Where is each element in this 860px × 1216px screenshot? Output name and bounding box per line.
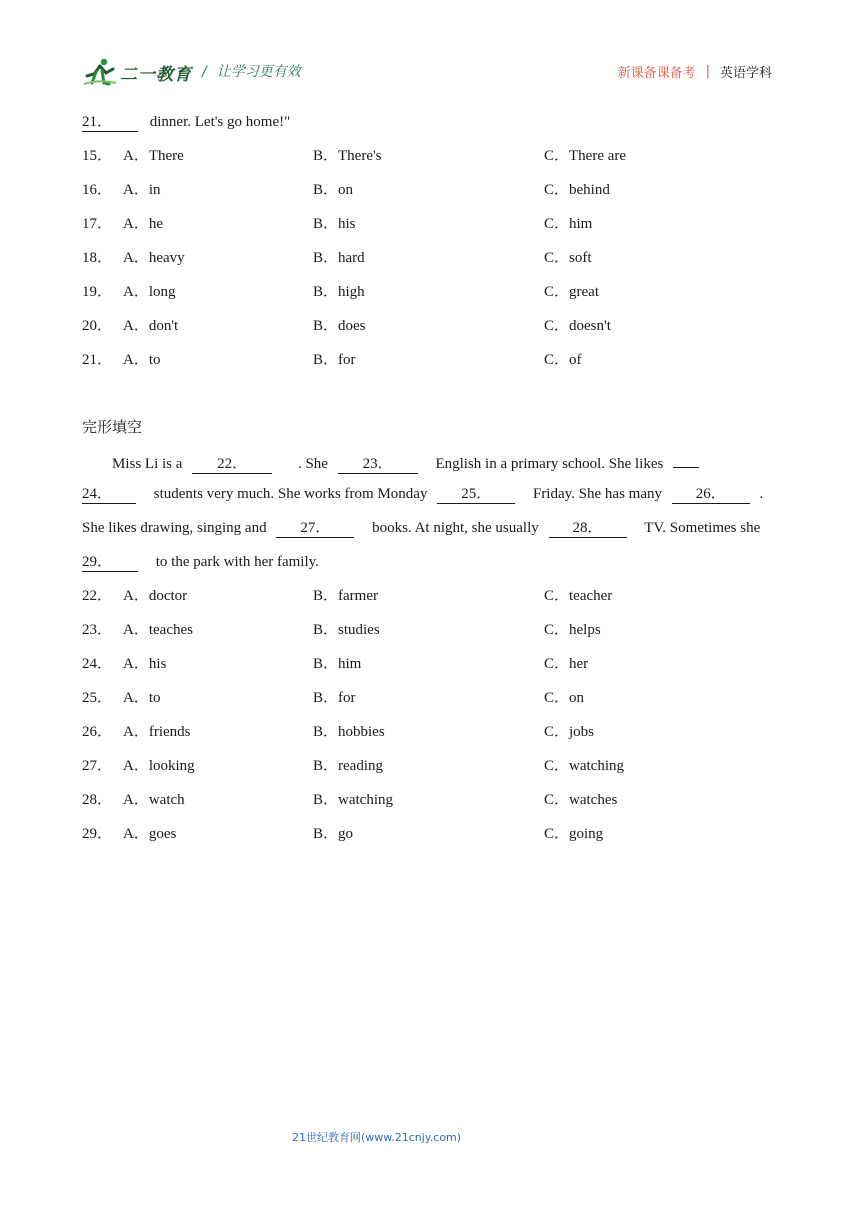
question-row — [82, 248, 782, 268]
question-row — [82, 350, 782, 370]
option-c: C．him — [544, 216, 593, 232]
passage-tail-text: dinner. Let's go home!" — [149, 114, 291, 130]
brand-name: 二一教育 — [120, 64, 192, 85]
passage-text: books. At night, she usually — [372, 520, 539, 536]
option-c: C．teacher — [544, 588, 613, 604]
option-b: B．for — [313, 690, 356, 706]
option-c: C．of — [544, 352, 582, 368]
option-c: C．doesn't — [544, 318, 611, 334]
option-c: C．on — [544, 690, 585, 706]
option-a: A．in — [123, 182, 161, 198]
blank-26: 26． — [672, 486, 750, 504]
blank-23: 23． — [338, 456, 418, 474]
option-b: B．farmer — [313, 588, 378, 604]
passage-text: Miss Li is a — [112, 456, 183, 472]
option-b: B．high — [313, 284, 365, 300]
question-row — [82, 756, 782, 776]
option-b: B．for — [313, 352, 356, 368]
question-row — [82, 620, 782, 640]
option-a: A．doctor — [123, 588, 188, 604]
question-number: 19． — [82, 284, 113, 300]
blank-28: 28． — [549, 520, 627, 538]
option-b: B．watching — [313, 792, 393, 808]
option-b: B．There's — [313, 148, 382, 164]
blank-21: 21． — [82, 114, 138, 132]
page-header — [82, 56, 772, 88]
question-row — [82, 180, 782, 200]
option-a: A．to — [123, 690, 161, 706]
option-b: B．reading — [313, 758, 383, 774]
question-row — [82, 316, 782, 336]
question-number: 20． — [82, 318, 113, 334]
question-number: 16． — [82, 182, 113, 198]
option-a: A．his — [123, 656, 167, 672]
option-c: C．behind — [544, 182, 610, 198]
passage-text: English in a primary school. She likes — [435, 456, 664, 472]
option-c: C．her — [544, 656, 589, 672]
option-c: C．great — [544, 284, 599, 300]
question-row — [82, 722, 782, 742]
blank-27: 27． — [276, 520, 354, 538]
question-number: 25． — [82, 690, 113, 706]
question-number: 29． — [82, 826, 113, 842]
passage-text: Friday. She has many — [532, 486, 662, 502]
passage-text: . She — [297, 456, 328, 472]
question-number: 21． — [82, 352, 113, 368]
question-number: 28． — [82, 792, 113, 808]
section-title: 完形填空 — [82, 418, 143, 436]
slogan-slash: / — [202, 64, 207, 80]
question-row — [82, 824, 782, 844]
option-a: A．long — [123, 284, 176, 300]
blank-29: 29． — [82, 554, 138, 572]
question-number: 17． — [82, 216, 113, 232]
question-number: 26． — [82, 724, 113, 740]
option-b: B．him — [313, 656, 362, 672]
option-a: A．don't — [123, 318, 179, 334]
option-a: A．to — [123, 352, 161, 368]
option-a: A．goes — [123, 826, 177, 842]
header-subject — [618, 62, 772, 81]
option-b: B．go — [313, 826, 354, 842]
option-a: A．teaches — [123, 622, 193, 638]
option-c: C．watches — [544, 792, 618, 808]
option-b: B．does — [313, 318, 366, 334]
option-c: C．going — [544, 826, 604, 842]
blank-25: 25． — [437, 486, 515, 504]
question-number: 23． — [82, 622, 113, 638]
question-number: 27． — [82, 758, 113, 774]
question-row — [82, 282, 782, 302]
page-footer: 21世纪教育网(www.21cnjy.com) — [292, 1131, 462, 1144]
passage-tail-line — [82, 112, 290, 132]
option-b: B．on — [313, 182, 354, 198]
slogan — [202, 61, 301, 81]
option-a: A．looking — [123, 758, 195, 774]
option-a: A．he — [123, 216, 163, 232]
header-separator: | — [705, 64, 710, 79]
passage-line-4 — [82, 552, 319, 572]
logo — [82, 56, 192, 88]
header-course-label: 新课备课备考 — [617, 66, 696, 81]
blank-24: 24． — [82, 486, 136, 504]
option-a: A．heavy — [123, 250, 185, 266]
option-b: B．studies — [313, 622, 380, 638]
question-row — [82, 214, 782, 234]
option-c: C．soft — [544, 250, 592, 266]
option-c: C．There are — [544, 148, 627, 164]
passage-text: . — [759, 486, 764, 502]
passage-text: to the park with her family. — [155, 554, 319, 570]
question-row — [82, 586, 782, 606]
question-row — [82, 790, 782, 810]
passage-text: She likes drawing, singing and — [82, 520, 267, 536]
question-row — [82, 654, 782, 674]
passage-line-3 — [82, 518, 760, 538]
option-a: A．There — [123, 148, 184, 164]
option-c: C．helps — [544, 622, 601, 638]
question-number: 22． — [82, 588, 113, 604]
question-row — [82, 688, 782, 708]
slogan-text: 让学习更有效 — [216, 64, 301, 80]
passage-line-1 — [112, 450, 699, 470]
passage-text: students very much. She works from Monday — [153, 486, 428, 502]
option-a: A．watch — [123, 792, 185, 808]
header-subject-label: 英语学科 — [719, 66, 772, 81]
question-row — [82, 146, 782, 166]
running-man-logo-icon — [82, 57, 118, 87]
question-number: 15． — [82, 148, 113, 164]
option-a: A．friends — [123, 724, 191, 740]
option-b: B．hobbies — [313, 724, 385, 740]
question-number: 18． — [82, 250, 113, 266]
option-b: B．his — [313, 216, 356, 232]
passage-text: TV. Sometimes she — [644, 520, 761, 536]
option-c: C．watching — [544, 758, 624, 774]
option-b: B．hard — [313, 250, 365, 266]
blank-24-start — [673, 450, 699, 468]
question-number: 24． — [82, 656, 113, 672]
option-c: C．jobs — [544, 724, 595, 740]
blank-22: 22． — [192, 456, 272, 474]
passage-line-2 — [82, 484, 763, 504]
